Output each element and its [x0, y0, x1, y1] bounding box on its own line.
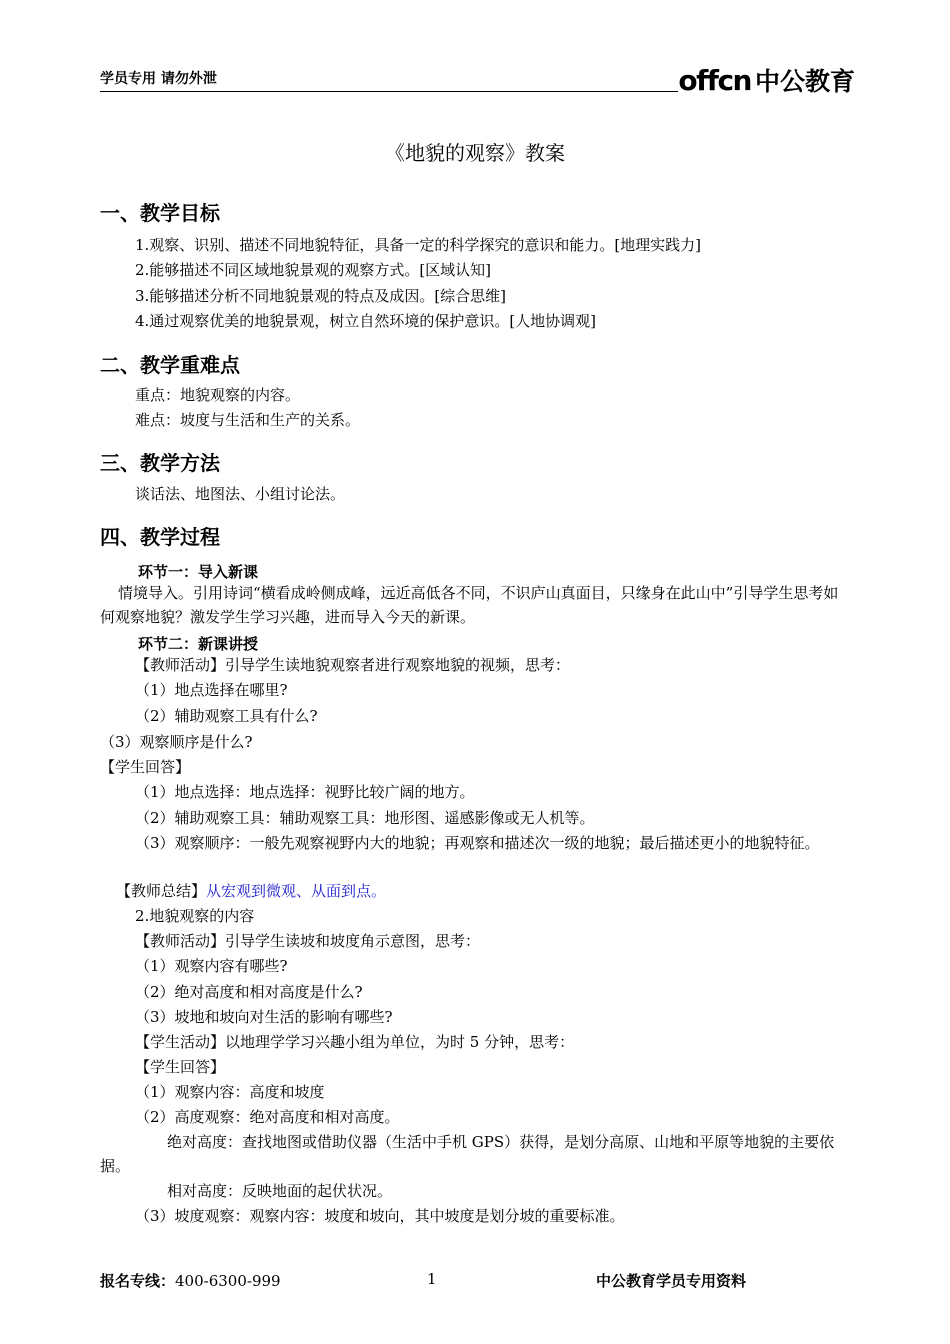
logo-text: 中公教育	[754, 67, 855, 96]
question-item: （1）观察内容有哪些?	[135, 957, 288, 975]
page-title: 《地貌的观察》教案	[385, 141, 565, 165]
teacher-activity: 【教师活动】引导学生读坡和坡度角示意图，思考：	[135, 932, 481, 950]
methods-text: 谈话法、地图法、小组讨论法。	[135, 485, 346, 503]
question-item: （2）绝对高度和相对高度是什么?	[135, 983, 363, 1001]
section-heading-objectives: 一、教学目标	[100, 201, 220, 225]
question-item: （2）辅助观察工具有什么?	[135, 707, 318, 725]
teacher-summary	[116, 879, 386, 903]
question-item: （3）坡地和坡向对生活的影响有哪些?	[135, 1008, 393, 1026]
page-header	[100, 62, 855, 96]
step-1-paragraph: 情境导入。引用诗词“横看成岭侧成峰，远近高低各不同，不识庐山真面目，只缘身在此山中”引导学生思考如何观察地貌？激发学生学习兴趣，进而导入今天的新课。	[100, 584, 839, 626]
question-item: （1）地点选择在哪里?	[135, 681, 288, 699]
section-heading-key-points: 二、教学重难点	[100, 353, 240, 377]
teacher-summary-label: 【教师总结】	[116, 882, 207, 900]
answer-item: （1）地点选择：地点选择：视野比较广阔的地方。	[135, 783, 475, 801]
header-notice: 学员专用 请勿外泄	[100, 71, 217, 87]
answer-item: （2）辅助观察工具：辅助观察工具：地形图、遥感影像或无人机等。	[135, 809, 595, 827]
footer-phone: 400-6300-999	[175, 1272, 281, 1290]
offcn-logo	[678, 62, 855, 98]
student-activity: 【学生活动】以地理学学习兴趣小组为单位，为时 5 分钟，思考：	[135, 1033, 575, 1051]
subsection-title: 2.地貌观察的内容	[135, 907, 255, 925]
objective-item: 2.能够描述不同区域地貌景观的观察方式。[区域认知]	[135, 261, 492, 279]
step-1-title: 环节一：导入新课	[138, 563, 259, 581]
relative-height-line: 相对高度：反映地面的起伏状况。	[167, 1182, 393, 1200]
answer-item: （1）观察内容：高度和坡度	[135, 1083, 325, 1101]
step-2-title: 环节二：新课讲授	[138, 635, 259, 653]
key-point: 重点：地貌观察的内容。	[135, 386, 301, 404]
section-heading-methods: 三、教学方法	[100, 451, 220, 475]
section-heading-process: 四、教学过程	[100, 525, 220, 549]
absolute-height-paragraph: 绝对高度：查找地图或借助仪器（生活中手机 GPS）获得，是划分高原、山地和平原等地貌的主要依据。	[100, 1133, 835, 1175]
footer-material-note: 中公教育学员专用资料	[596, 1272, 747, 1290]
objective-item: 3.能够描述分析不同地貌景观的特点及成因。[综合思维]	[135, 287, 507, 305]
footer-hotline-label: 报名专线：	[100, 1272, 176, 1290]
teacher-summary-text: 从宏观到微观、从面到点。	[206, 882, 387, 900]
student-answer-label: 【学生回答】	[135, 1058, 226, 1076]
header-rule	[100, 91, 678, 92]
teacher-activity: 【教师活动】引导学生读地貌观察者进行观察地貌的视频，思考：	[135, 656, 571, 674]
logo-mark: offcn	[678, 64, 751, 97]
answer-item: （2）高度观察：绝对高度和相对高度。	[135, 1108, 400, 1126]
difficult-point: 难点：坡度与生活和生产的关系。	[135, 411, 361, 429]
objective-item: 4.通过观察优美的地貌景观，树立自然环境的保护意识。[人地协调观]	[135, 312, 597, 330]
question-item: （3）观察顺序是什么?	[100, 733, 253, 751]
footer-hotline	[100, 1270, 281, 1291]
page-number: 1	[427, 1270, 437, 1288]
slope-observation-line: （3）坡度观察：观察内容：坡度和坡向，其中坡度是划分坡的重要标准。	[135, 1207, 625, 1225]
answer-order-paragraph: （3）观察顺序：一般先观察视野内大的地貌；再观察和描述次一级的地貌；最后描述更小的地貌特征。	[135, 834, 820, 852]
objective-item: 1.观察、识别、描述不同地貌特征，具备一定的科学探究的意识和能力。[地理实践力]	[135, 236, 702, 254]
student-answer-label: 【学生回答】	[100, 758, 191, 776]
